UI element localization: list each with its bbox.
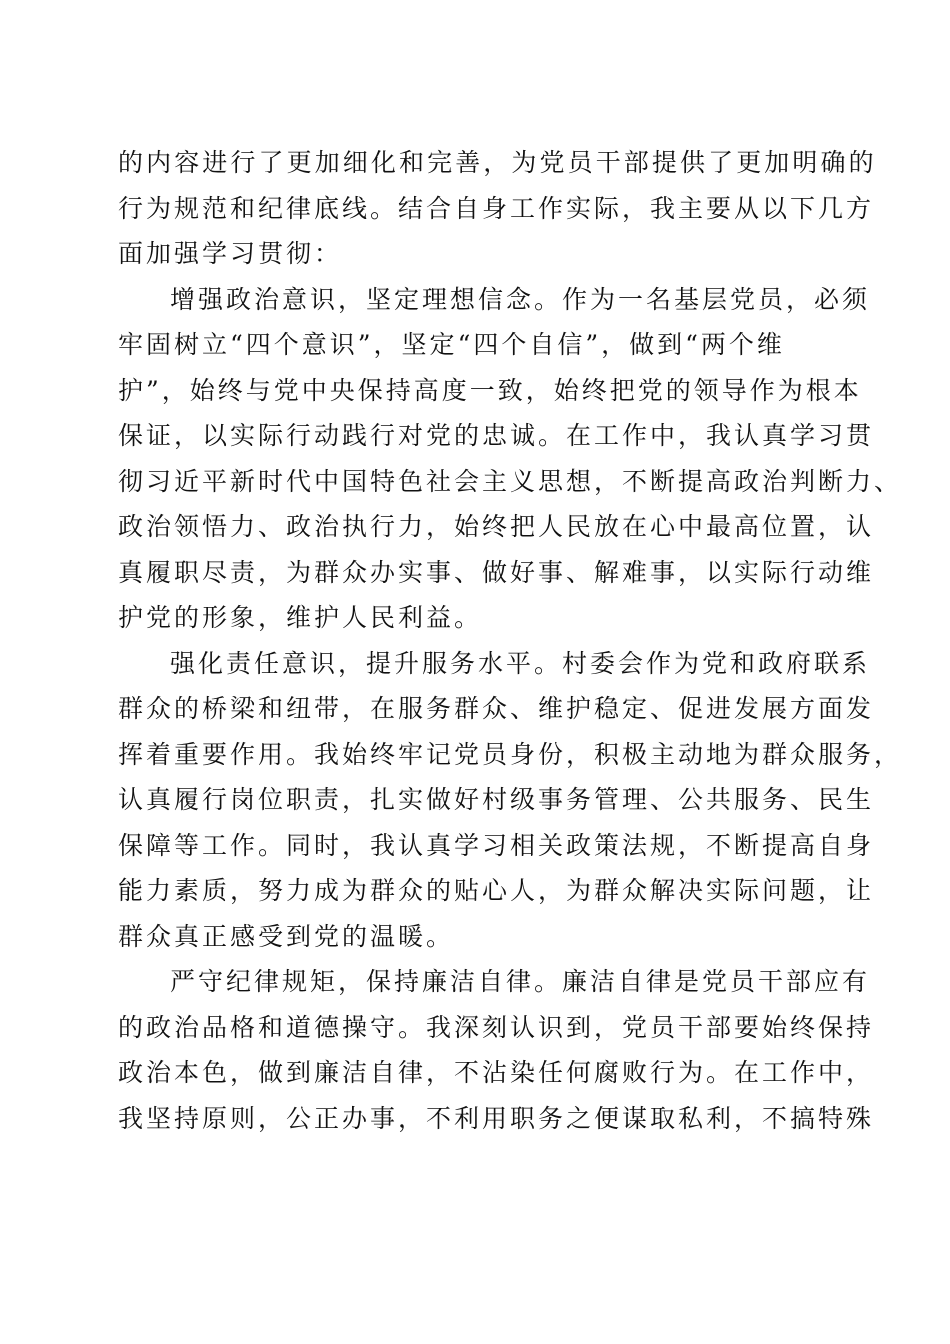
text-line: 彻习近平新时代中国特色社会主义思想，不断提高政治判断力、 xyxy=(118,466,903,496)
text-line: 挥着重要作用。我始终牢记党员身份，积极主动地为群众服务， xyxy=(118,739,903,769)
text-line: 认真履行岗位职责，扎实做好村级事务管理、公共服务、民生 xyxy=(118,785,875,814)
text-line: 保障等工作。同时，我认真学习相关政策法规，不断提高自身 xyxy=(118,830,875,860)
text-line: 护党的形象，维护人民利益。 xyxy=(118,603,483,632)
paragraph-start-line: 增强政治意识，坚定理想信念。作为一名基层党员，必须 xyxy=(170,284,871,314)
paragraph-start-line: 严守纪律规矩，保持廉洁自律。廉洁自律是党员干部应有 xyxy=(170,967,871,996)
text-line: 行为规范和纪律底线。结合自身工作实际，我主要从以下几方 xyxy=(118,193,875,223)
text-line: 真履职尽责，为群众办实事、做好事、解难事，以实际行动维 xyxy=(118,557,875,587)
text-line: 群众的桥梁和纽带，在服务群众、维护稳定、促进发展方面发 xyxy=(118,694,875,723)
text-line: 面加强学习贯彻： xyxy=(118,239,343,268)
paragraph-start-line: 强化责任意识，提升服务水平。村委会作为党和政府联系 xyxy=(170,648,871,678)
text-line: 我坚持原则，公正办事，不利用职务之便谋取私利，不搞特殊 xyxy=(118,1103,875,1133)
body-text xyxy=(118,140,903,1141)
text-line: 政治领悟力、政治执行力，始终把人民放在心中最高位置，认 xyxy=(118,512,875,541)
text-line: 护”，始终与党中央保持高度一致，始终把党的领导作为根本 xyxy=(118,375,862,405)
text-line: 的政治品格和道德操守。我深刻认识到，党员干部要始终保持 xyxy=(118,1012,875,1042)
text-line: 保证，以实际行动践行对党的忠诚。在工作中，我认真学习贯 xyxy=(118,421,875,450)
text-line: 群众真正感受到党的温暖。 xyxy=(118,921,455,951)
text-line: 的内容进行了更加细化和完善，为党员干部提供了更加明确的 xyxy=(118,148,877,177)
text-line: 政治本色，做到廉洁自律，不沾染任何腐败行为。在工作中， xyxy=(118,1058,875,1087)
text-line: 牢固树立“四个意识”，坚定“四个自信”，做到“两个维 xyxy=(118,330,785,359)
text-line: 能力素质，努力成为群众的贴心人，为群众解决实际问题，让 xyxy=(118,876,875,905)
